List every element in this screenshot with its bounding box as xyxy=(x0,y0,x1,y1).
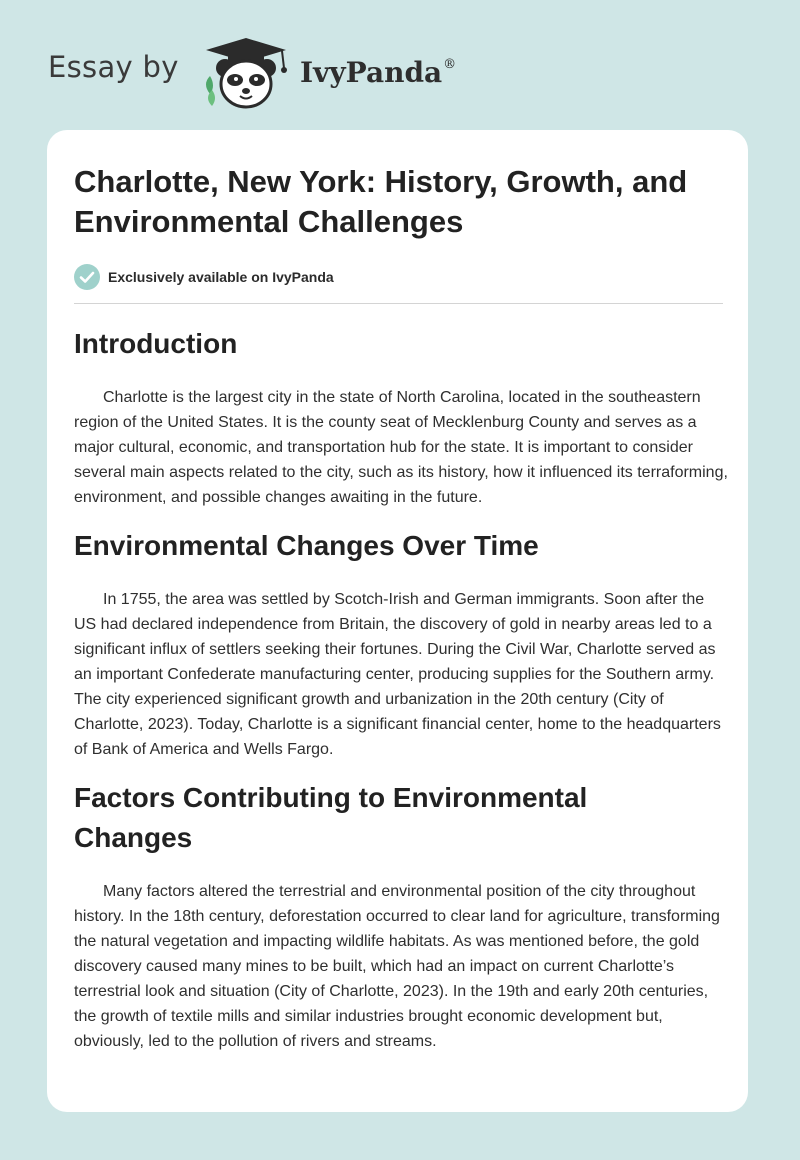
registered-mark: ® xyxy=(443,56,457,72)
brand-text: IvyPanda xyxy=(300,56,443,89)
article-title: Charlotte, New York: History, Growth, and Environmental Challenges xyxy=(74,164,688,239)
exclusive-badge xyxy=(74,264,474,290)
section-heading: Factors Contributing to Environmental Changes xyxy=(74,782,588,853)
divider xyxy=(74,303,723,304)
essay-by-label: Essay by xyxy=(48,50,179,84)
checkmark-circle-icon xyxy=(74,264,100,290)
section-paragraph: In 1755, the area was settled by Scotch-Irish and German immigrants. Soon after the US had declared independence from Britain, the discovery of gold in nearby areas led to a significant influx of settlers seeking their fortunes. During the Civil War, Charlotte served as an important Confederate manufacturing center, producing supplies for the Southern army. The city experienced significant growth and urbanization in the 20th century (City of Charlotte, 2023). Today, Charlotte is a significant financial center, home to the headquarters of Bank of America and Wells Fargo. xyxy=(74,591,721,758)
site-header xyxy=(48,30,748,110)
brand-name[interactable] xyxy=(300,56,456,89)
section-paragraph: Many factors altered the terrestrial and environmental position of the city throughout history. In the 18th century, deforestation occurred to clear land for agriculture, transforming the natural vegetation and impacting wildlife habitats. As was mentioned before, the gold discovery caused many mines to be built, which had an impact on current Charlotte’s terrestrial look and situation (City of Charlotte, 2023). In the 19th and early 20th centuries, the growth of textile mills and similar industries brought economic development but, obviously, led to the pollution of rivers and streams. xyxy=(74,883,720,1050)
article-card xyxy=(47,130,748,1112)
badge-label: Exclusively available on IvyPanda xyxy=(108,269,334,285)
section-paragraph: Charlotte is the largest city in the state of North Carolina, located in the southeastern region of the United States. It is the county seat of Mecklenburg County and serves as a major cultural, economic, and transportation hub for the state. It is important to consider several main aspects related to the city, such as its history, how it influenced its terraforming, environment, and possible changes awaiting in the future. xyxy=(74,389,728,506)
section-heading: Environmental Changes Over Time xyxy=(74,530,539,561)
panda-graduate-icon xyxy=(200,34,296,112)
section-heading: Introduction xyxy=(74,328,238,359)
